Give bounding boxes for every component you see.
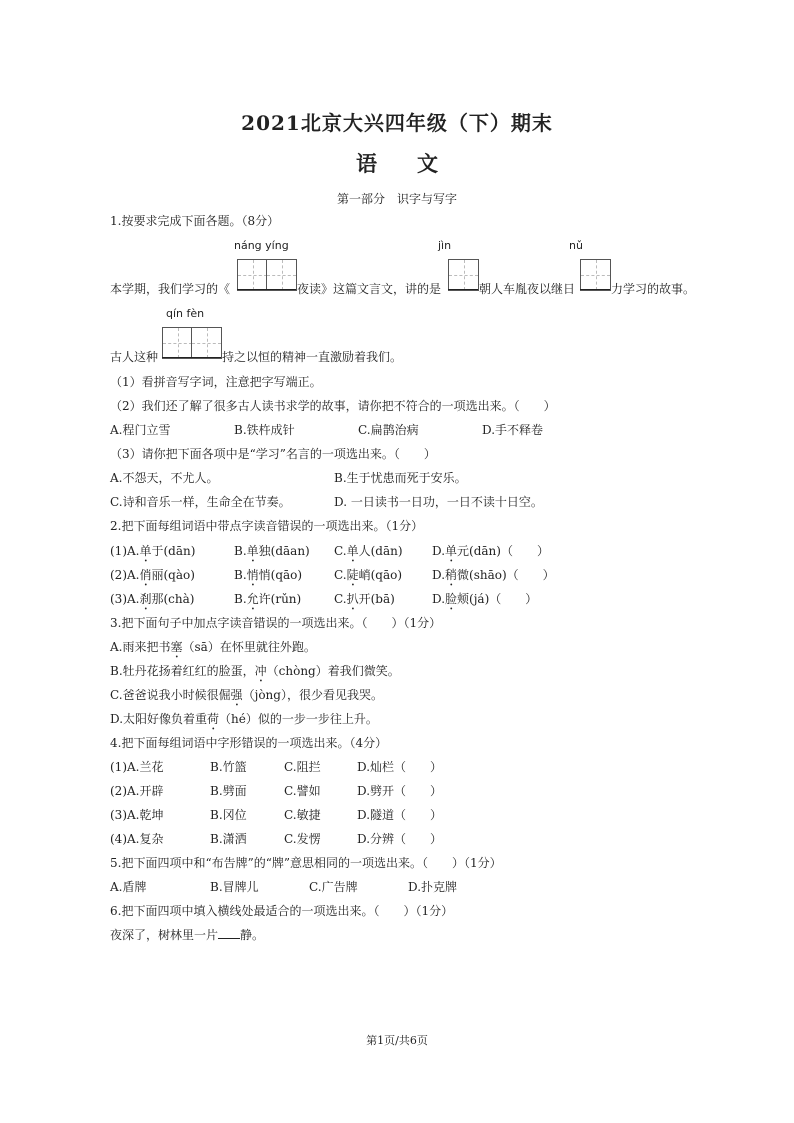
q1-sub2: （2）我们还了解了很多古人读书求学的故事，请你把不符合的一项选出来。（ ） [110,399,556,413]
q1-sub2-option-d[interactable]: D.手不释卷 [482,423,544,437]
q1-sub3: （3）请你把下面各项中是“学习”名言的一项选出来。（ ） [110,447,436,461]
q6-sentence [110,926,264,943]
dotted-char: 单 [246,544,259,558]
dotted-char: 单 [445,544,458,558]
option-rest: 悄(qāo) [258,568,303,582]
q2-row3-option-c[interactable] [334,590,395,613]
q5-option-b[interactable]: B.冒牌儿 [210,880,259,894]
option-text: （jòng），很少看见我哭。 [242,688,383,702]
document-title: 2021北京大兴四年级（下）期末 [241,111,553,135]
option-letter: (1)A. [110,544,140,558]
option-text: D.太阳好像负着重 [110,712,208,726]
q5-option-c[interactable]: C.广告牌 [309,880,358,894]
page-footer: 第1页/共6页 [366,1034,428,1047]
q1-sub2-option-c[interactable]: C.扁鹊治病 [358,423,419,437]
answer-box-1a[interactable] [237,259,268,291]
dotted-char: 扒 [346,592,359,606]
q1-pinyin-nangying: náng yíng [234,239,289,252]
option-letter: B. [234,568,247,582]
q4-row1-option-d[interactable]: D.灿栏（ ） [357,760,443,774]
option-rest: 丽(qào) [151,568,195,582]
q4-row2-option-d[interactable]: D.劈开（ ） [357,784,443,798]
answer-box-3[interactable] [580,259,611,291]
q1-sub2-option-b[interactable]: B.铁杵成针 [234,423,295,437]
dotted-char: 稍 [445,568,458,582]
option-text: （chòng）着我们微笑。 [266,664,400,678]
q3-option-d[interactable] [110,710,378,733]
dotted-char: 俏 [139,568,152,582]
option-letter: C. [334,592,347,606]
option-letter: C. [334,544,347,558]
option-letter: D. [432,544,446,558]
q1-sub3-option-a[interactable]: A.不怨天，不尤人。 [110,471,219,485]
option-rest: 微(shāo)（ ） [457,568,555,582]
q6-blank[interactable] [218,926,240,939]
q1-line1-part-b: 夜读》这篇文言文，讲的是 [297,282,442,296]
q2-row1-option-d[interactable] [432,542,549,565]
q5-heading: 5.把下面四项中和“布告牌”的“牌”意思相同的一项选出来。（ ）（1分） [110,856,502,870]
q1-sub3-option-d[interactable]: D. 一日读书一日功，一日不读十日空。 [334,495,543,509]
dotted-char: 单 [346,544,359,558]
q2-row1-option-b[interactable] [234,542,310,565]
q5-option-a[interactable]: A.盾牌 [110,880,147,894]
answer-underline-4 [162,357,221,358]
q5-option-d[interactable]: D.扑克牌 [408,880,458,894]
dotted-char: 荷 [207,712,220,726]
q4-heading: 4.把下面每组词语中字形错误的一项选出来。（4分） [110,736,388,750]
q4-row1-option-c[interactable]: C.阻拦 [284,760,321,774]
q2-heading: 2.把下面每组词语中带点字读音错误的一项选出来。（1分） [110,519,424,533]
dotted-char: 悄 [246,568,259,582]
option-letter: (2)A. [110,568,140,582]
option-letter: B. [234,544,247,558]
q1-line2-part-a: 古人这种 [110,350,159,364]
q6-sentence-start: 夜深了，树林里一片 [110,928,219,942]
q4-row1-option-a[interactable]: (1)A.兰花 [110,760,164,774]
q4-row4-option-c[interactable]: C.发愣 [284,832,321,846]
q1-line2-part-b: 持之以恒的精神一直激励着我们。 [222,350,403,364]
option-rest: 峭(qāo) [358,568,403,582]
q4-row4-option-b[interactable]: B.潇洒 [210,832,247,846]
q4-row2-option-b[interactable]: B.劈面 [210,784,247,798]
q4-row1-option-b[interactable]: B.竹篮 [210,760,247,774]
answer-box-4a[interactable] [162,327,193,359]
option-rest: 那(chà) [151,592,195,606]
q4-row3-option-a[interactable]: (3)A.乾坤 [110,808,164,822]
q3-option-c[interactable] [110,686,383,709]
q4-row3-option-b[interactable]: B.冈位 [210,808,247,822]
option-letter: D. [432,568,446,582]
option-letter: (3)A. [110,592,140,606]
option-rest: 于(dān) [151,544,196,558]
q2-row2-option-b[interactable] [234,566,302,589]
q4-row3-option-d[interactable]: D.隧道（ ） [357,808,443,822]
q2-row2-option-c[interactable] [334,566,402,589]
q1-sub3-option-c[interactable]: C.诗和音乐一样，生命全在节奏。 [110,495,291,509]
option-rest: 人(dān) [358,544,403,558]
option-letter: D. [432,592,446,606]
q2-row2-option-a[interactable] [110,566,195,589]
q4-row4-option-d[interactable]: D.分辨（ ） [357,832,443,846]
answer-underline-1 [237,289,296,290]
q1-line1-part-c: 朝人车胤夜以继日 [479,282,576,296]
q2-row1-option-c[interactable] [334,542,403,565]
dotted-char: 脸 [445,592,458,606]
option-rest: 颊(já)（ ） [457,592,538,606]
option-letter: B. [234,592,247,606]
dotted-char: 冲 [254,664,267,678]
q2-row1-option-a[interactable] [110,542,195,565]
q1-line1-part-d: 力学习的故事。 [611,282,696,296]
option-text: B.牡丹花扬着红红的脸蛋， [110,664,255,678]
q1-heading: 1.按要求完成下面各题。（8分） [110,214,280,228]
subject-char-1: 语 [356,151,377,176]
subject-char-2: 文 [417,151,438,176]
q3-option-b[interactable] [110,662,400,685]
q1-sub2-option-a[interactable]: A.程门立雪 [110,423,171,437]
q4-row4-option-a[interactable]: (4)A.复杂 [110,832,164,846]
dotted-char: 塞 [170,640,183,654]
q1-pinyin-jin: jìn [438,239,452,252]
subject-heading [0,148,794,178]
option-rest: 开(bā) [358,592,395,606]
answer-box-1b[interactable] [266,259,297,291]
option-text: （sā）在怀里就往外跑。 [182,640,316,654]
q2-row3-option-d[interactable] [432,590,537,613]
q4-row2-option-c[interactable]: C.譬如 [284,784,321,798]
q3-option-a[interactable] [110,638,316,661]
option-text: C.爸爸说我小时候很倔 [110,688,231,702]
dotted-char: 陡 [346,568,359,582]
dotted-char: 允 [246,592,259,606]
q2-row3-option-b[interactable] [234,590,301,613]
q1-pinyin-nu: nǔ [569,239,583,252]
q3-heading: 3.把下面句子中加点字读音错误的一项选出来。（ ）（1分） [110,616,442,630]
dotted-char: 单 [139,544,152,558]
dotted-char: 强 [230,688,243,702]
option-text: A.雨来把书 [110,640,171,654]
option-rest: 元(dān)（ ） [457,544,549,558]
q6-heading: 6.把下面四项中填入横线处最适合的一项选出来。（ ）（1分） [110,904,454,918]
option-rest: 许(rǔn) [258,592,302,606]
section-heading: 第一部分 识字与写字 [336,192,457,206]
q1-pinyin-qinfen: qín fèn [166,307,205,320]
q1-line1-part-a: 本学期，我们学习的《 [110,282,231,296]
answer-underline-3 [580,289,610,290]
q2-row2-option-d[interactable] [432,566,555,589]
q2-row3-option-a[interactable] [110,590,194,613]
answer-underline-2 [448,289,478,290]
q4-row2-option-a[interactable]: (2)A.开辟 [110,784,164,798]
option-rest: 独(dāan) [258,544,310,558]
option-text: （hé）似的一步一步往上升。 [219,712,378,726]
q1-sub1: （1）看拼音写字词，注意把字写端正。 [110,375,322,389]
option-letter: C. [334,568,347,582]
answer-box-2[interactable] [448,259,479,291]
q6-sentence-end: 静。 [240,928,265,942]
q4-row3-option-c[interactable]: C.敏捷 [284,808,321,822]
answer-box-4b[interactable] [191,327,222,359]
dotted-char: 刹 [139,592,152,606]
q1-sub3-option-b[interactable]: B.生于忧患而死于安乐。 [334,471,467,485]
